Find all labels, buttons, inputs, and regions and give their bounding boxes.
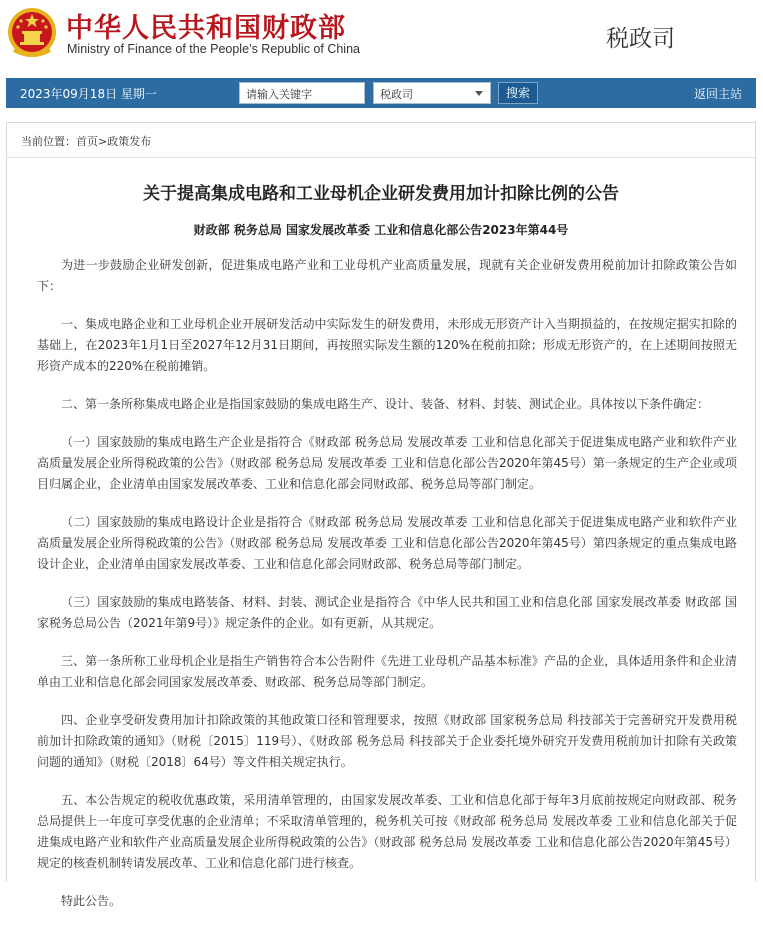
breadcrumb xyxy=(21,133,151,149)
chevron-down-icon xyxy=(472,85,486,101)
nav-bar xyxy=(6,78,756,108)
search-button[interactable]: 搜索 xyxy=(498,82,538,104)
paragraph: 四、企业享受研发费用加计扣除政策的其他政策口径和管理要求，按照《财政部 国家税务总局 科技部关于完善研究开发费用税前加计扣除政策的通知》（财税〔2015〕119号）、《财政部 税务总局 科技部关于企业委托境外研究开发费用税前加计扣除有关政策问题的通知》（财税〔2018〕64号）等文件相关规定执行。 xyxy=(37,713,737,769)
article-body xyxy=(37,255,737,929)
return-home-link[interactable]: 返回主站 xyxy=(693,87,742,101)
search-input[interactable]: 请输入关键字 xyxy=(239,82,365,104)
paragraph: 为进一步鼓励企业研发创新，促进集成电路产业和工业母机产业高质量发展，现就有关企业研发费用税前加计扣除政策公告如下： xyxy=(37,258,737,293)
department-name: 税政司 xyxy=(606,26,675,52)
paragraph: 五、本公告规定的税收优惠政策，采用清单管理的，由国家发展改革委、工业和信息化部于每年3月底前按规定向财政部、税务总局提供上一年度可享受优惠的企业清单；不采取清单管理的，税务机关可按《财政部 税务总局 发展改革委 工业和信息化部关于促进集成电路产业和软件产业高质量发展企业所得税政策的公告》（财政部 税务总局 发展改革委 工业和信息化部公告2020年第45号）规定的核查机制转请发展改革、工业和信息化部门进行核查。 xyxy=(37,793,737,870)
paragraph: （三）国家鼓励的集成电路装备、材料、封装、测试企业是指符合《中华人民共和国工业和信息化部 国家发展改革委 财政部 国家税务总局公告（2021年第9号）》规定条件的企业。如有更新，从其规定。 xyxy=(37,595,737,630)
divider xyxy=(7,157,755,158)
breadcrumb-label: 当前位置： xyxy=(21,135,76,148)
site-title-en: Ministry of Finance of the People’s Republic of China xyxy=(67,42,360,56)
article-title: 关于提高集成电路和工业母机企业研发费用加计扣除比例的公告 xyxy=(143,184,619,204)
article-panel xyxy=(6,122,756,908)
site-header xyxy=(0,0,763,70)
paragraph: 特此公告。 xyxy=(61,894,122,908)
scope-select-value: 税政司 xyxy=(380,88,413,101)
paragraph: 三、第一条所称工业母机企业是指生产销售符合本公告附件《先进工业母机产品基本标准》产品的企业，具体适用条件和企业清单由工业和信息化部会同国家发展改革委、财政部、税务总局等部门制定。 xyxy=(37,654,737,689)
current-date: 2023年09月18日 星期一 xyxy=(20,87,157,101)
paragraph: （一）国家鼓励的集成电路生产企业是指符合《财政部 税务总局 发展改革委 工业和信息化部关于促进集成电路产业和软件产业高质量发展企业所得税政策的公告》（财政部 税务总局 发展改革委 工业和信息化部公告2020年第45号）第一条规定的生产企业或项目归属企业，企业清单由国家发展改革委、工业和信息化部会同财政部、税务总局等部门制定。 xyxy=(37,435,737,491)
breadcrumb-item-policy[interactable]: 政策发布 xyxy=(107,135,152,148)
article-subtitle: 财政部 税务总局 国家发展改革委 工业和信息化部公告2023年第44号 xyxy=(193,223,569,237)
scope-select[interactable] xyxy=(373,82,491,104)
breadcrumb-separator: > xyxy=(98,135,108,148)
site-title-cn[interactable]: 中华人民共和国财政部 xyxy=(66,13,346,44)
paragraph: 二、第一条所称集成电路企业是指国家鼓励的集成电路生产、设计、装备、材料、封装、测试企业。具体按以下条件确定： xyxy=(61,397,710,411)
breadcrumb-item-home[interactable]: 首页 xyxy=(76,135,98,148)
national-emblem-icon xyxy=(6,6,58,60)
paragraph: （二）国家鼓励的集成电路设计企业是指符合《财政部 税务总局 发展改革委 工业和信息化部关于促进集成电路产业和软件产业高质量发展企业所得税政策的公告》（财政部 税务总局 发展改革委 工业和信息化部公告2020年第45号）第四条规定的重点集成电路设计企业，企业清单由国家发展改革委、工业和信息化部会同财政部、税务总局等部门制定。 xyxy=(37,515,737,571)
paragraph: 一、集成电路企业和工业母机企业开展研发活动中实际发生的研发费用，未形成无形资产计入当期损益的，在按规定据实扣除的基础上，在2023年1月1日至2027年12月31日期间，再按照实际发生额的120%在税前扣除；形成无形资产的，在上述期间按照无形资产成本的220%在税前摊销。 xyxy=(37,317,737,373)
